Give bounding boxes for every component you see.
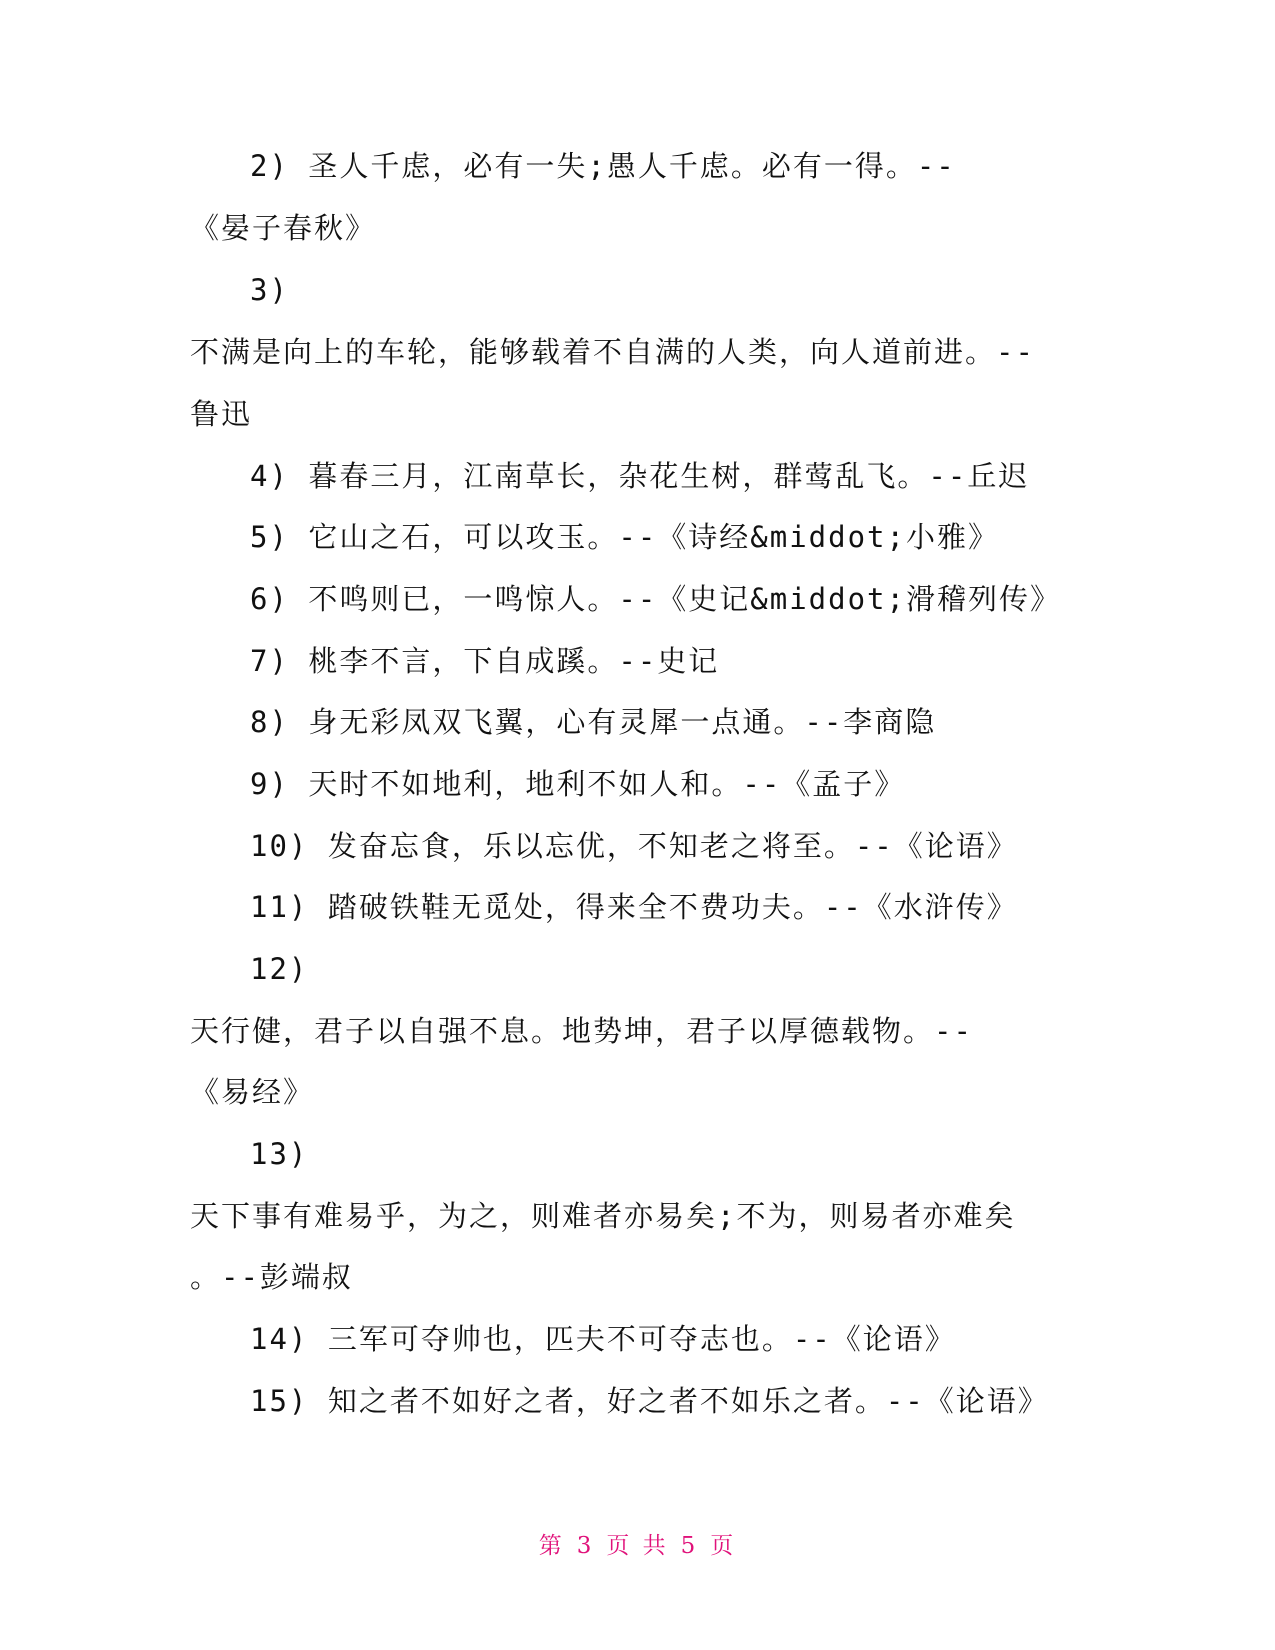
footer-suffix: 页	[710, 1533, 737, 1559]
quote-line-13: 天下事有难易乎，为之，则难者亦易矣;不为，则易者亦难矣	[190, 1199, 1016, 1233]
quote-line-12: 天行健，君子以自强不息。地势坤，君子以厚德载物。--	[190, 1014, 973, 1048]
quote-line-13-source: 。--彭端叔	[190, 1260, 353, 1294]
quote-line-9: 9) 天时不如地利，地利不如人和。--《孟子》	[250, 767, 906, 801]
quote-line-8: 8) 身无彩凤双飞翼，心有灵犀一点通。--李商隐	[250, 705, 937, 739]
footer-current-page: 3	[576, 1533, 595, 1559]
footer-prefix: 第	[538, 1533, 565, 1559]
quote-line-15: 15) 知之者不如好之者，好之者不如乐之者。--《论语》	[250, 1384, 1049, 1418]
quote-line-3-source: 鲁迅	[190, 397, 253, 431]
quote-line-3: 不满是向上的车轮，能够载着不自满的人类，向人道前进。--	[190, 335, 1035, 369]
quote-number-13: 13)	[250, 1137, 309, 1171]
quote-line-11: 11) 踏破铁鞋无觅处，得来全不费功夫。--《水浒传》	[250, 890, 1018, 924]
quote-line-7: 7) 桃李不言，下自成蹊。--史记	[250, 644, 720, 678]
quote-line-10: 10) 发奋忘食，乐以忘优，不知老之将至。--《论语》	[250, 829, 1018, 863]
footer-total-pages: 5	[680, 1533, 699, 1559]
quote-line-14: 14) 三军可夺帅也，匹夫不可夺志也。--《论语》	[250, 1322, 956, 1356]
quote-line-5: 5) 它山之石，可以攻玉。--《诗经&middot;小雅》	[250, 520, 999, 554]
page-footer	[0, 1531, 1275, 1561]
quote-number-3: 3)	[250, 273, 289, 307]
quote-line-2: 2) 圣人千虑，必有一失;愚人千虑。必有一得。--	[250, 149, 956, 183]
quote-line-4: 4) 暮春三月，江南草长，杂花生树，群莺乱飞。--丘迟	[250, 459, 1030, 493]
quote-number-12: 12)	[250, 952, 309, 986]
quote-line-2-source: 《晏子春秋》	[190, 211, 377, 245]
quote-line-12-source: 《易经》	[190, 1075, 315, 1109]
footer-middle: 页 共	[606, 1533, 669, 1559]
quote-line-6: 6) 不鸣则已，一鸣惊人。--《史记&middot;滑稽列传》	[250, 582, 1061, 616]
